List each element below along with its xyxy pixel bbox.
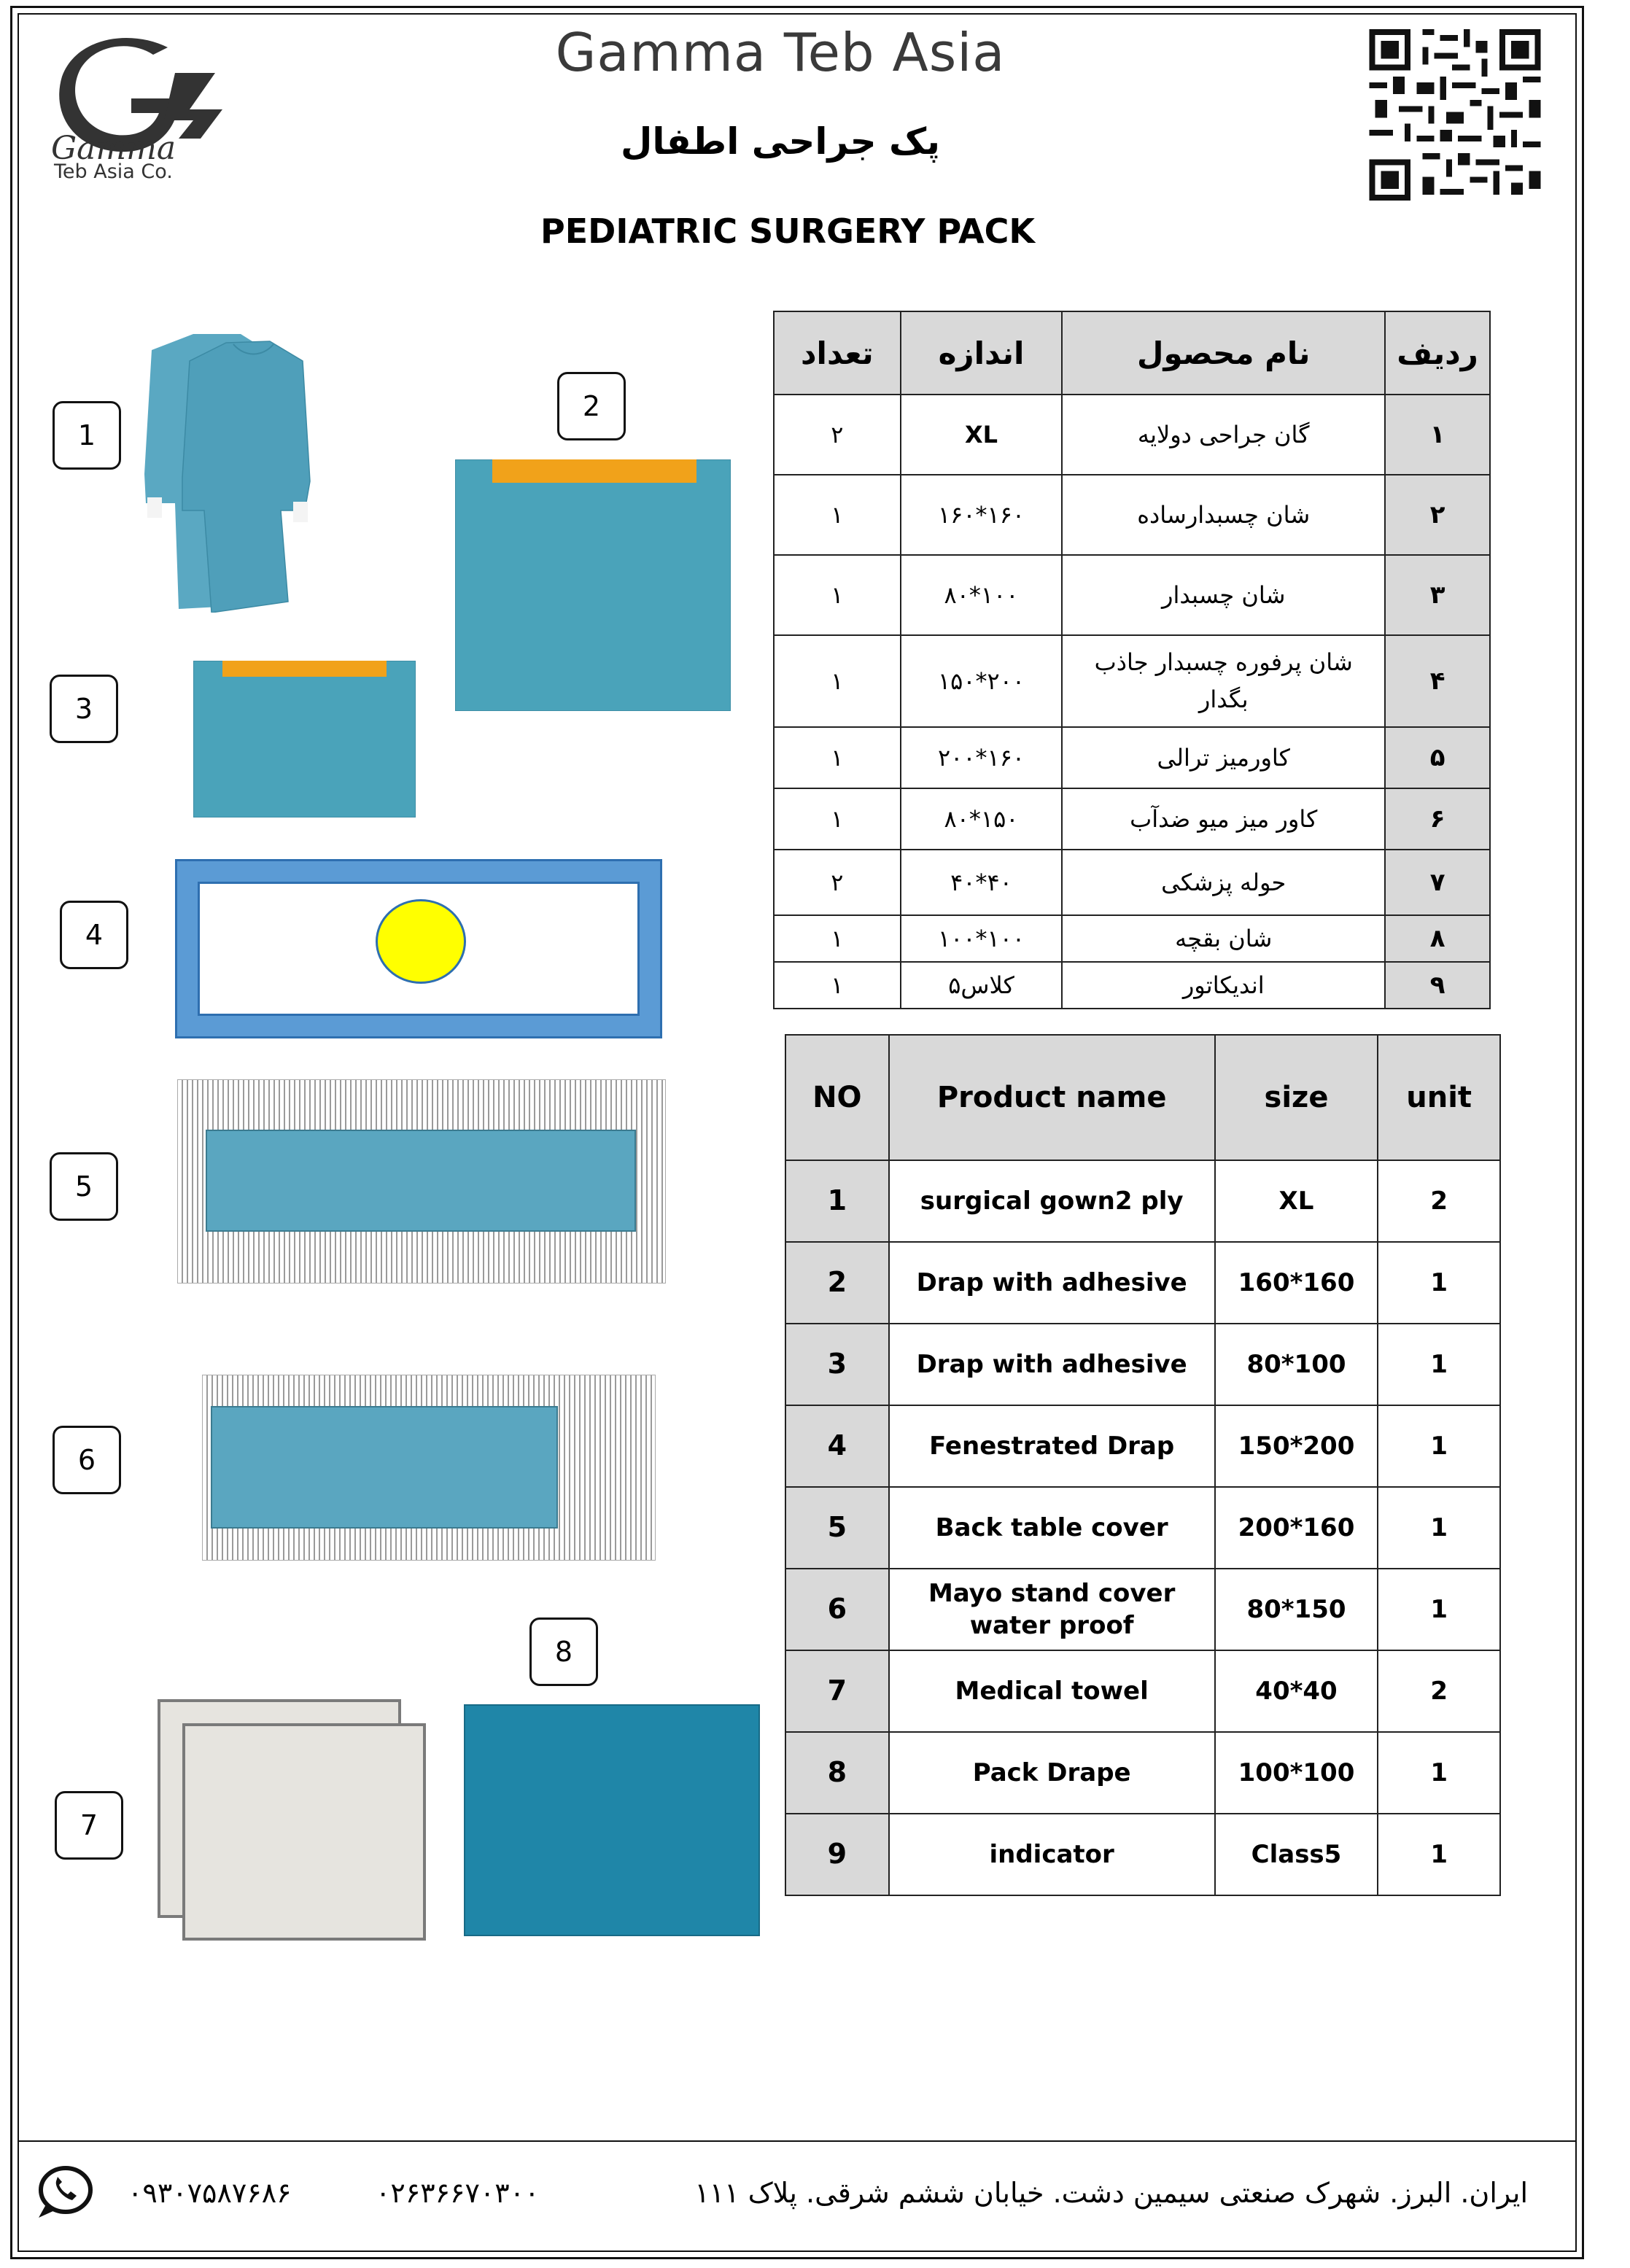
table-row <box>785 1324 1500 1405</box>
row-qty: ۱ <box>774 727 901 788</box>
row-no: ۶ <box>1385 788 1490 850</box>
adhesive-strip <box>492 459 696 483</box>
mobile-number: ۰۹۳۰۷۵۸۷۶۸۶ <box>128 2177 292 2209</box>
title-english: PEDIATRIC SURGERY PACK <box>540 211 1035 251</box>
row-name: اندیکاتور <box>1062 962 1385 1009</box>
adhesive-strip-small <box>222 661 387 677</box>
row-size: 40*40 <box>1215 1650 1378 1732</box>
row-name: Pack Drape <box>889 1732 1215 1814</box>
drape-adhesive-small-image <box>193 661 416 818</box>
table-row <box>774 475 1490 555</box>
row-name: Drap with adhesive <box>889 1324 1215 1405</box>
header-product-name: Product name <box>889 1035 1215 1160</box>
table-row <box>774 788 1490 850</box>
row-name: حوله پزشکی <box>1062 850 1385 915</box>
row-qty: ۱ <box>774 962 901 1009</box>
row-size: ۱۶۰*۲۰۰ <box>901 727 1063 788</box>
row-name: شان بقچه <box>1062 915 1385 962</box>
row-size: 200*160 <box>1215 1487 1378 1569</box>
row-unit: 1 <box>1378 1324 1500 1405</box>
logo-text: Gamma <box>51 130 176 167</box>
table-row <box>774 395 1490 475</box>
header-size: اندازه <box>901 311 1063 395</box>
row-qty: ۲ <box>774 850 901 915</box>
row-no: 4 <box>785 1405 889 1487</box>
header-no: NO <box>785 1035 889 1160</box>
row-unit: 1 <box>1378 1814 1500 1895</box>
row-no: ۵ <box>1385 727 1490 788</box>
row-size: Class5 <box>1215 1814 1378 1895</box>
row-size: ۱۵۰*۸۰ <box>901 788 1063 850</box>
whatsapp-icon <box>33 2162 98 2221</box>
table-row <box>785 1242 1500 1324</box>
row-size: ۴۰*۴۰ <box>901 850 1063 915</box>
row-no: 9 <box>785 1814 889 1895</box>
row-unit: 1 <box>1378 1242 1500 1324</box>
surgical-gown-image <box>139 328 321 613</box>
row-name: Drap with adhesive <box>889 1242 1215 1324</box>
back-table-cover-panel <box>206 1130 636 1232</box>
row-unit: 1 <box>1378 1569 1500 1650</box>
row-name: indicator <box>889 1814 1215 1895</box>
table-row <box>774 635 1490 727</box>
fenestration-circle <box>376 899 466 984</box>
image-label-1: 1 <box>53 401 121 470</box>
header-row-no: ردیف <box>1385 311 1490 395</box>
row-no: 3 <box>785 1324 889 1405</box>
row-name: کاورمیز ترالی <box>1062 727 1385 788</box>
footer-divider <box>18 2140 1577 2142</box>
english-product-table <box>785 1034 1501 1896</box>
header-qty: تعداد <box>774 311 901 395</box>
row-no: 7 <box>785 1650 889 1732</box>
table-row <box>785 1814 1500 1895</box>
row-name: Mayo stand cover water proof <box>889 1569 1215 1650</box>
row-qty: ۱ <box>774 915 901 962</box>
table-row <box>774 727 1490 788</box>
table-row <box>785 1405 1500 1487</box>
table-row <box>785 1569 1500 1650</box>
row-no: ۲ <box>1385 475 1490 555</box>
image-label-7: 7 <box>55 1791 123 1860</box>
table-row <box>785 1487 1500 1569</box>
row-no: 5 <box>785 1487 889 1569</box>
row-no: ۴ <box>1385 635 1490 727</box>
table-row <box>785 1732 1500 1814</box>
row-qty: ۲ <box>774 395 901 475</box>
mayo-stand-cover-panel <box>211 1406 558 1529</box>
table-row <box>785 1650 1500 1732</box>
fenestrated-drape-image <box>175 859 662 1038</box>
row-name: شان پرفوره چسبدار جاذب بگدار <box>1062 635 1385 727</box>
row-unit: 2 <box>1378 1160 1500 1242</box>
image-label-3: 3 <box>50 675 118 743</box>
pack-drape-image <box>464 1704 760 1936</box>
image-label-8: 8 <box>529 1617 598 1686</box>
row-unit: 2 <box>1378 1650 1500 1732</box>
row-no: ۳ <box>1385 555 1490 635</box>
table-row <box>785 1160 1500 1242</box>
row-size: ۲۰۰*۱۵۰ <box>901 635 1063 727</box>
row-no: ۱ <box>1385 395 1490 475</box>
row-name: Fenestrated Drap <box>889 1405 1215 1487</box>
row-name: کاور میز میو ضدآب <box>1062 788 1385 850</box>
row-no: ۸ <box>1385 915 1490 962</box>
row-size: 160*160 <box>1215 1242 1378 1324</box>
row-name: شان چسبدار <box>1062 555 1385 635</box>
row-no: 2 <box>785 1242 889 1324</box>
row-size: 80*100 <box>1215 1324 1378 1405</box>
phone-number: ۰۲۶۳۶۶۷۰۳۰۰ <box>376 2177 540 2209</box>
row-name: Back table cover <box>889 1487 1215 1569</box>
row-unit: 1 <box>1378 1487 1500 1569</box>
row-name: شان چسبدارساده <box>1062 475 1385 555</box>
table-row <box>774 555 1490 635</box>
row-no: 1 <box>785 1160 889 1242</box>
row-unit: 1 <box>1378 1405 1500 1487</box>
row-size: XL <box>1215 1160 1378 1242</box>
table-row <box>774 915 1490 962</box>
company-name: Gamma Teb Asia <box>555 22 1006 83</box>
title-persian: پک جراحی اطفال <box>620 120 941 163</box>
row-no: ۷ <box>1385 850 1490 915</box>
persian-product-table <box>773 311 1491 1009</box>
table-row <box>774 850 1490 915</box>
row-size: ۱۰۰*۱۰۰ <box>901 915 1063 962</box>
row-size: کلاس۵ <box>901 962 1063 1009</box>
row-qty: ۱ <box>774 788 901 850</box>
row-size: ۱۶۰*۱۶۰ <box>901 475 1063 555</box>
row-qty: ۱ <box>774 475 901 555</box>
header-size: size <box>1215 1035 1378 1160</box>
row-size: 150*200 <box>1215 1405 1378 1487</box>
header-product-name: نام محصول <box>1062 311 1385 395</box>
logo-subtext: Teb Asia Co. <box>54 160 173 183</box>
row-no: 6 <box>785 1569 889 1650</box>
row-size: 80*150 <box>1215 1569 1378 1650</box>
row-name: گان جراحی دولایه <box>1062 395 1385 475</box>
qr-code <box>1360 29 1550 201</box>
table-row <box>774 962 1490 1009</box>
medical-towel-image <box>182 1723 426 1941</box>
header-unit: unit <box>1378 1035 1500 1160</box>
image-label-6: 6 <box>53 1426 121 1494</box>
image-label-5: 5 <box>50 1152 118 1221</box>
row-name: surgical gown2 ply <box>889 1160 1215 1242</box>
row-unit: 1 <box>1378 1732 1500 1814</box>
row-no: 8 <box>785 1732 889 1814</box>
row-qty: ۱ <box>774 555 901 635</box>
row-name: Medical towel <box>889 1650 1215 1732</box>
row-qty: ۱ <box>774 635 901 727</box>
row-no: ۹ <box>1385 962 1490 1009</box>
drape-adhesive-large-image <box>455 459 731 711</box>
image-label-2: 2 <box>557 372 626 440</box>
row-size: ۱۰۰*۸۰ <box>901 555 1063 635</box>
row-size: XL <box>901 395 1063 475</box>
address: ایران. البرز. شهرک صنعتی سیمین دشت. خیابان ششم شرقی. پلاک ۱۱۱ <box>694 2177 1528 2209</box>
image-label-4: 4 <box>60 901 128 969</box>
row-size: 100*100 <box>1215 1732 1378 1814</box>
